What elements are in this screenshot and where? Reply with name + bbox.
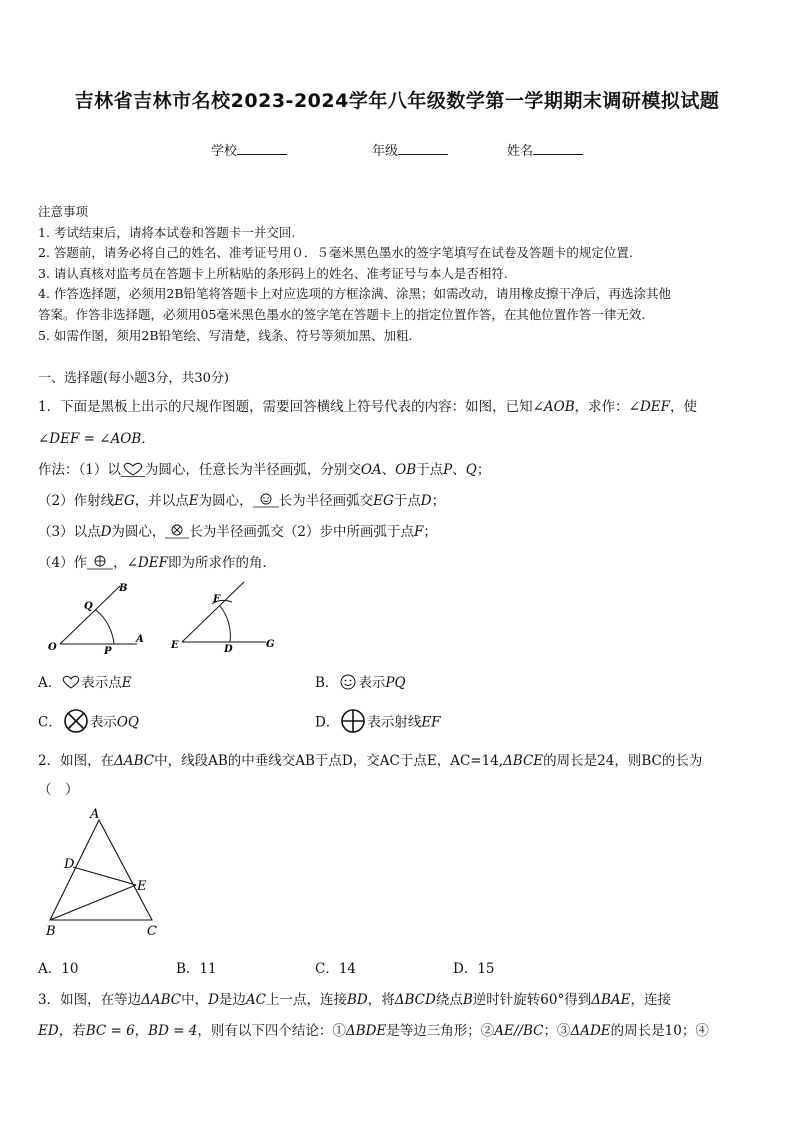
label-e: E bbox=[137, 879, 147, 894]
notes-item: 2. 答题前，请务必将自己的姓名、准考证号用０．５毫米黑色墨水的签字笔填写在试卷及答题卡的规定位置. bbox=[38, 245, 633, 261]
option-text: 表示射线 bbox=[367, 714, 422, 731]
name-field bbox=[507, 140, 583, 159]
q1-option-a[interactable] bbox=[38, 671, 132, 694]
school-blank bbox=[237, 142, 287, 155]
q3-text: 是等边三角形；② bbox=[386, 1023, 495, 1039]
q1-text: ， bbox=[113, 555, 127, 571]
q3-tri-abc: ΔABC bbox=[141, 992, 182, 1008]
q2-line2: （ ） bbox=[38, 782, 79, 798]
option-text: 表示点 bbox=[81, 675, 122, 691]
page-title: 吉林省吉林市名校2023-2024学年八年级数学第一学期期末调研模拟试题 bbox=[74, 90, 720, 112]
label-e: E bbox=[171, 640, 179, 651]
q1-text: 为圆心， bbox=[111, 524, 166, 540]
q3-eq-bc: BC = 6 bbox=[85, 1023, 135, 1039]
q1-pt-e: E bbox=[188, 493, 199, 509]
segment-be bbox=[50, 885, 136, 920]
circled-plus-icon bbox=[339, 708, 367, 738]
q2-option-d[interactable] bbox=[453, 957, 495, 977]
q1-pt-q: Q bbox=[465, 462, 477, 478]
q3-seg-ac: AC bbox=[245, 992, 267, 1008]
q1-text: 、 bbox=[381, 462, 396, 478]
q3-text: 3．如图，在等边 bbox=[38, 992, 142, 1008]
notes-heading: 注意事项 bbox=[38, 204, 89, 219]
q3-tri-bae: ΔBAE bbox=[591, 992, 631, 1008]
q3-text: 逆时针旋转60°得到 bbox=[472, 992, 592, 1008]
heart-icon bbox=[121, 461, 145, 481]
option-letter: A． bbox=[38, 675, 62, 691]
q1-line1 bbox=[38, 395, 697, 415]
label-o: O bbox=[48, 642, 57, 653]
q3-text: 的周长是10；④ bbox=[610, 1023, 709, 1039]
option-value: 15 bbox=[477, 961, 495, 977]
name-blank bbox=[533, 142, 583, 155]
q3-text: 上一点，连接 bbox=[266, 992, 348, 1008]
q2-text: 2．如图，在 bbox=[38, 753, 115, 769]
label-d: D bbox=[224, 644, 233, 654]
notes-item: 5. 如需作图，须用2B铅笔绘、写清楚，线条、符号等须加黑、加粗. bbox=[38, 327, 413, 343]
q2-text: 的周长是24，则BC的长为 bbox=[543, 753, 703, 769]
q1-text: 为圆心，任意长为半径画弧，分别交 bbox=[144, 462, 361, 478]
grade-field bbox=[372, 140, 448, 159]
q1-step1 bbox=[38, 458, 490, 481]
option-value: 11 bbox=[199, 961, 217, 977]
option-value: OQ bbox=[116, 714, 139, 731]
q1-text: ； bbox=[423, 524, 437, 540]
q1-pt-f: F bbox=[414, 524, 424, 540]
q1-text: 作法：（1）以 bbox=[38, 462, 121, 478]
option-value: E bbox=[121, 675, 132, 691]
q1-text: ； bbox=[476, 462, 491, 478]
q3-pt-b: B bbox=[462, 992, 473, 1008]
arc-main bbox=[220, 606, 230, 642]
q3-text: 是边 bbox=[218, 992, 246, 1008]
label-g: G bbox=[266, 639, 275, 650]
q1-angle-aob: ∠AOB bbox=[532, 399, 575, 415]
q1-ray-eg: EG bbox=[114, 493, 135, 509]
angle-aob-figure bbox=[44, 578, 154, 654]
option-letter: A． bbox=[38, 961, 62, 977]
label-p: P bbox=[104, 646, 112, 654]
q1-text: ． bbox=[141, 431, 155, 447]
ray-ef bbox=[182, 582, 244, 642]
q3-text: ，则有以下四个结论：① bbox=[197, 1023, 346, 1039]
label-a: A bbox=[136, 634, 144, 645]
q3-seg-bd: BD bbox=[347, 992, 368, 1008]
q1-text: 长为半径画弧交 bbox=[278, 493, 374, 509]
ray-ob bbox=[60, 586, 120, 644]
q1-text: （3）以点 bbox=[38, 524, 101, 540]
grade-label: 年级 bbox=[372, 144, 399, 159]
q3-line1 bbox=[38, 988, 671, 1008]
notes-item: 3. 请认真核对监考员在答题卡上所粘贴的条形码上的姓名、准考证号与本人是否相符. bbox=[38, 265, 508, 281]
section-heading: 一、选择题(每小题3分，共30分) bbox=[38, 371, 229, 386]
arc-pq bbox=[96, 610, 114, 644]
option-letter: C． bbox=[38, 714, 62, 731]
option-value: PQ bbox=[385, 675, 406, 691]
q2-option-c[interactable] bbox=[315, 957, 356, 977]
q1-angle-def: ∠DEF bbox=[628, 399, 671, 415]
notes-section bbox=[38, 202, 768, 346]
q1-pt-d: D bbox=[420, 493, 432, 509]
q3-pt-d: D bbox=[208, 992, 219, 1008]
option-value: EF bbox=[421, 714, 441, 731]
q2-line1 bbox=[38, 749, 702, 769]
label-b: B bbox=[119, 583, 128, 594]
name-label: 姓名 bbox=[507, 144, 534, 159]
q2-tri-abc: ΔABC bbox=[114, 753, 155, 769]
q1-text: 长为半径画弧交（2）步中所画弧于点 bbox=[189, 524, 415, 540]
smiley-face-icon bbox=[253, 492, 279, 512]
q3-text: ，将 bbox=[367, 992, 395, 1008]
q3-text: ；③ bbox=[543, 1023, 571, 1039]
q2-option-b[interactable] bbox=[176, 957, 217, 977]
q1-text: （2）作射线 bbox=[38, 493, 115, 509]
heart-icon bbox=[61, 674, 81, 694]
circled-plus-icon bbox=[87, 554, 113, 574]
q1-line2 bbox=[38, 427, 155, 447]
label-q: Q bbox=[84, 601, 93, 612]
angle-def-figure bbox=[166, 578, 282, 654]
label-d: D bbox=[64, 857, 75, 872]
notes-item: 1. 考试结束后，请将本试卷和答题卡一并交回. bbox=[38, 224, 296, 240]
option-letter: D． bbox=[453, 961, 478, 977]
grade-blank bbox=[398, 142, 448, 155]
q1-text: 即为所求作的角． bbox=[167, 555, 276, 571]
q1-pt-d: D bbox=[100, 524, 112, 540]
option-value: 10 bbox=[61, 961, 79, 977]
q1-text: 、 bbox=[452, 462, 466, 478]
option-text: 表示 bbox=[358, 675, 386, 691]
q1-equation: ∠DEF = ∠AOB bbox=[38, 431, 142, 447]
q2-tri-bce: ΔBCE bbox=[503, 753, 544, 769]
school-label: 学校 bbox=[211, 144, 238, 159]
q1-option-d[interactable] bbox=[315, 708, 441, 738]
notes-item: 4. 作答选择题，必须用2B铅笔将答题卡上对应选项的方框涂满、涂黑；如需改动，请用橡皮擦干净后，再选涂其他 bbox=[38, 286, 672, 302]
q1-angle-def: ∠DEF bbox=[126, 555, 168, 571]
circled-x-icon bbox=[62, 708, 90, 738]
q3-text: ，连接 bbox=[630, 992, 671, 1008]
q3-tri-ade: ΔADE bbox=[570, 1023, 611, 1039]
option-value: 14 bbox=[338, 961, 357, 977]
q3-text: ， bbox=[134, 1023, 149, 1039]
q3-text: 中， bbox=[181, 992, 209, 1008]
q3-tri-bde: ΔBDE bbox=[345, 1023, 387, 1039]
q2-option-a[interactable] bbox=[38, 957, 78, 977]
option-letter: B． bbox=[176, 961, 200, 977]
q1-seg-oa: OA bbox=[360, 462, 382, 478]
segment-de bbox=[73, 867, 136, 885]
q3-text: 绕点 bbox=[435, 992, 463, 1008]
q1-text: ，使 bbox=[670, 399, 698, 415]
triangle-abc-figure bbox=[40, 804, 170, 940]
option-letter: B． bbox=[315, 675, 339, 691]
smiley-face-icon bbox=[338, 673, 358, 695]
q1-text: ，并以点 bbox=[134, 493, 189, 509]
q1-option-b[interactable] bbox=[315, 671, 406, 695]
school-field bbox=[211, 140, 287, 159]
q1-step3 bbox=[38, 520, 437, 543]
q1-step4 bbox=[38, 551, 276, 574]
option-letter: C． bbox=[315, 961, 339, 977]
label-c: C bbox=[147, 924, 157, 939]
q3-line2 bbox=[38, 1019, 709, 1039]
label-b: B bbox=[46, 924, 56, 939]
label-a: A bbox=[90, 807, 100, 822]
q1-text: （4）作 bbox=[38, 555, 88, 571]
q1-step2 bbox=[38, 489, 445, 512]
q1-ray-eg: EG bbox=[373, 493, 394, 509]
q1-option-c[interactable] bbox=[38, 708, 139, 738]
q3-tri-bcd: ΔBCD bbox=[394, 992, 436, 1008]
q1-text: 为圆心， bbox=[198, 493, 253, 509]
option-text: 表示 bbox=[89, 714, 117, 731]
label-f: F bbox=[213, 594, 221, 605]
q3-eq-bd: BD = 4 bbox=[148, 1023, 198, 1039]
q2-text: 中，线段AB的中垂线交AB于点D，交AC于点E，AC=14, bbox=[154, 753, 504, 769]
circled-x-icon bbox=[165, 523, 189, 543]
q3-text: ，若 bbox=[58, 1023, 86, 1039]
q1-pt-p: P bbox=[443, 462, 453, 478]
q1-text: ，求作： bbox=[574, 399, 629, 415]
q1-text: 1．下面是黑板上出示的尺规作图题，需要回答横线上符号代表的内容：如图，已知 bbox=[38, 399, 533, 415]
q1-text: ； bbox=[431, 493, 446, 509]
q1-seg-ob: OB bbox=[395, 462, 417, 478]
q1-text: 于点 bbox=[393, 493, 421, 509]
q3-seg-ed: ED bbox=[38, 1023, 59, 1039]
q1-text: 于点 bbox=[416, 462, 444, 478]
notes-item: 答案。作答非选择题，必须用05毫米黑色墨水的签字笔在答题卡上的指定位置作答，在其他位置作答一律无效. bbox=[38, 306, 646, 322]
option-letter: D． bbox=[315, 714, 340, 731]
q3-parallel: AE//BC bbox=[494, 1023, 544, 1039]
